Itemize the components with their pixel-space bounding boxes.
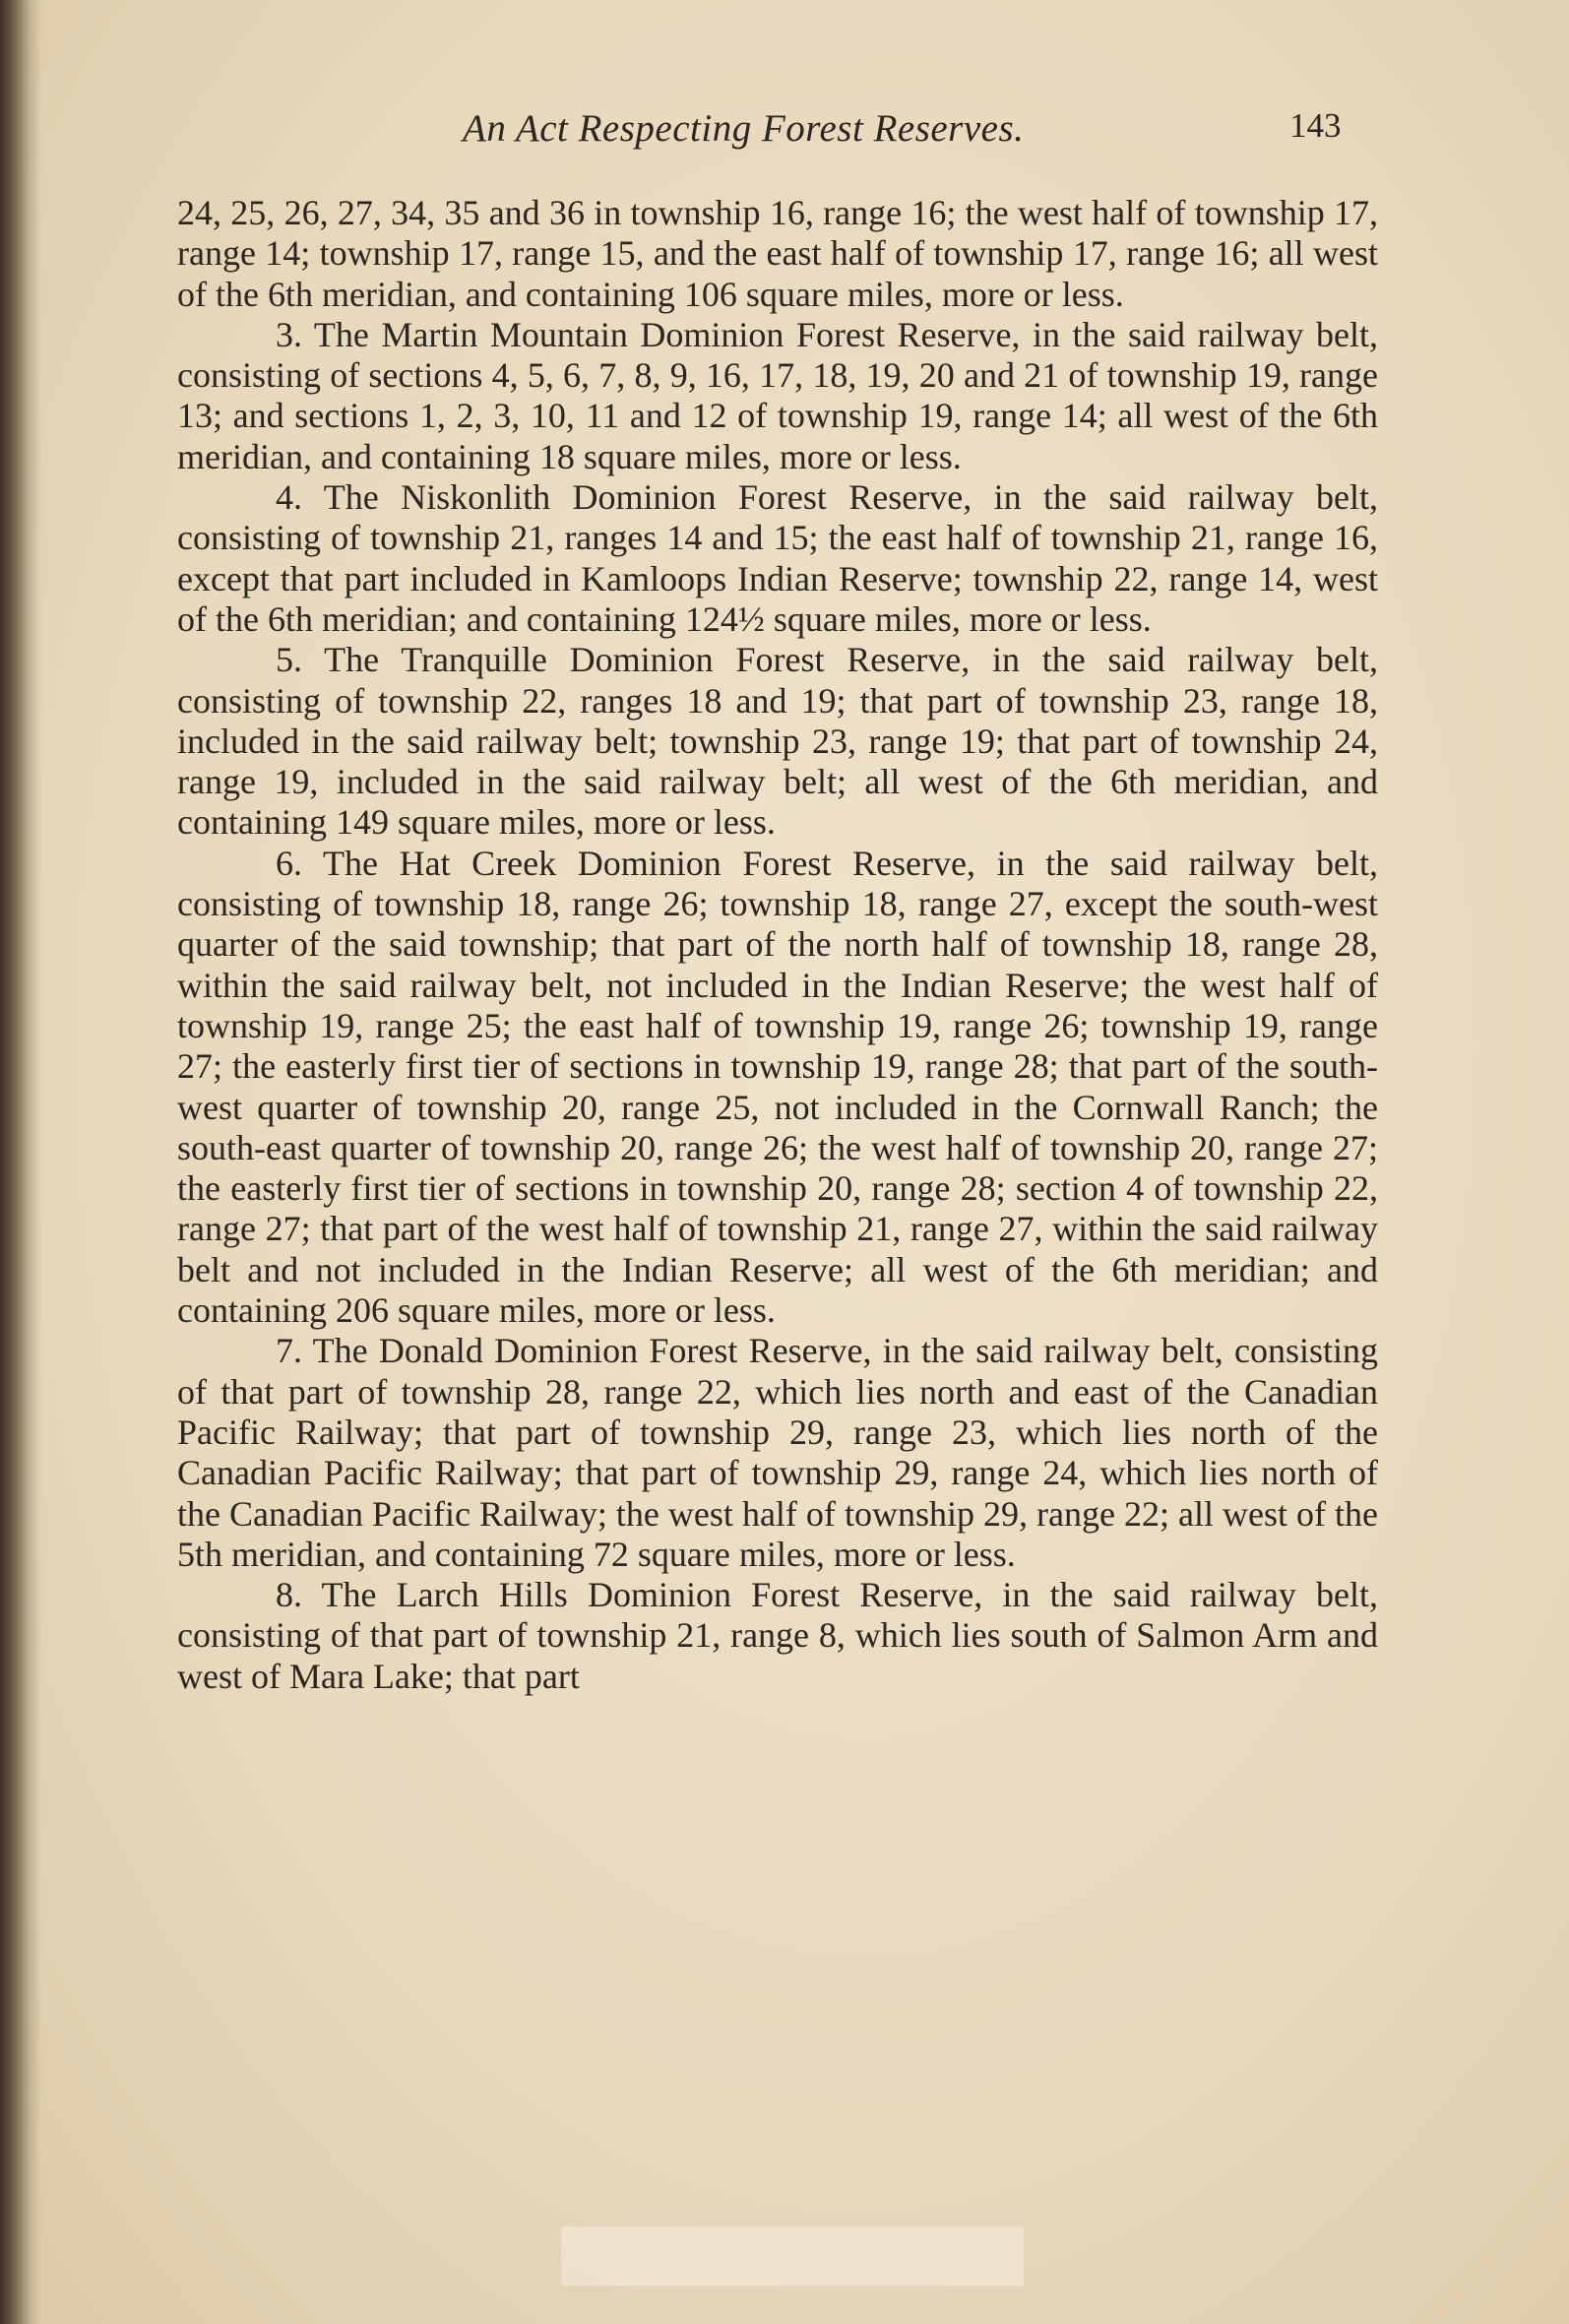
paragraph-section-5: 5. The Tranquille Dominion Forest Reserve, in the said railway belt, consisting of township 22, ranges 18 and 19; that part of township 23, range 18, included in the said railway belt; township 23, range 19; that part of township 24, range 19, included in the said railway belt; all west of the 6th meridian, and containing 149 square miles, more or less. [177,640,1378,843]
paragraph-section-8: 8. The Larch Hills Dominion Forest Reserve, in the said railway belt, consisting of that part of township 21, range 8, which lies south of Salmon Arm and west of Mara Lake; that part [177,1575,1378,1696]
paragraph-continuation: 24, 25, 26, 27, 34, 35 and 36 in township 16, range 16; the west half of township 17, range 14; township 17, range 15, and the east half of township 17, range 16; all west of the 6th meridian, and containing 106 square miles, more or less. [177,193,1378,314]
running-header [177,106,1358,156]
body-text [177,193,1378,1697]
paragraph-section-6: 6. The Hat Creek Dominion Forest Reserve, in the said railway belt, consisting of township 18, range 26; township 18, range 27, except the south-west quarter of the said township; that part of the north half of township 18, range 28, within the said railway belt, not included in the Indian Reserve; the west half of township 19, range 25; the east half of township 19, range 26; township 19, range 27; the easterly first tier of sections in township 19, range 28; that part of the south-west quarter of township 20, range 25, not included in the Cornwall Ranch; the south-east quarter of township 20, range 26; the west half of township 20, range 27; the easterly first tier of sections in township 20, range 28; section 4 of township 22, range 27; that part of the west half of township 21, range 27, within the said railway belt and not included in the Indian Reserve; all west of the 6th meridian; and containing 206 square miles, more or less. [177,843,1378,1331]
running-title: An Act Respecting Forest Reserves. [463,107,1025,150]
paper-blemish [561,2227,1024,2286]
book-spine-shadow [0,0,41,2324]
paragraph-section-7: 7. The Donald Dominion Forest Reserve, in the said railway belt, consisting of that part of township 28, range 22, which lies north and east of the Canadian Pacific Railway; that part of township 29, range 23, which lies north of the Canadian Pacific Railway; that part of township 29, range 24, which lies north of the Canadian Pacific Railway; the west half of township 29, range 22; all west of the 5th meridian, and containing 72 square miles, more or less. [177,1331,1378,1574]
paragraph-section-3: 3. The Martin Mountain Dominion Forest Reserve, in the said railway belt, consisting of sections 4, 5, 6, 7, 8, 9, 16, 17, 18, 19, 20 and 21 of township 19, range 13; and sections 1, 2, 3, 10, 11 and 12 of township 19, range 14; all west of the 6th meridian, and containing 18 square miles, more or less. [177,314,1378,476]
page-number: 143 [1289,106,1342,145]
paragraph-section-4: 4. The Niskonlith Dominion Forest Reserve, in the said railway belt, consisting of township 21, ranges 14 and 15; the east half of township 21, range 16, except that part included in Kamloops Indian Reserve; township 22, range 14, west of the 6th meridian; and containing 124½ square miles, more or less. [177,477,1378,639]
